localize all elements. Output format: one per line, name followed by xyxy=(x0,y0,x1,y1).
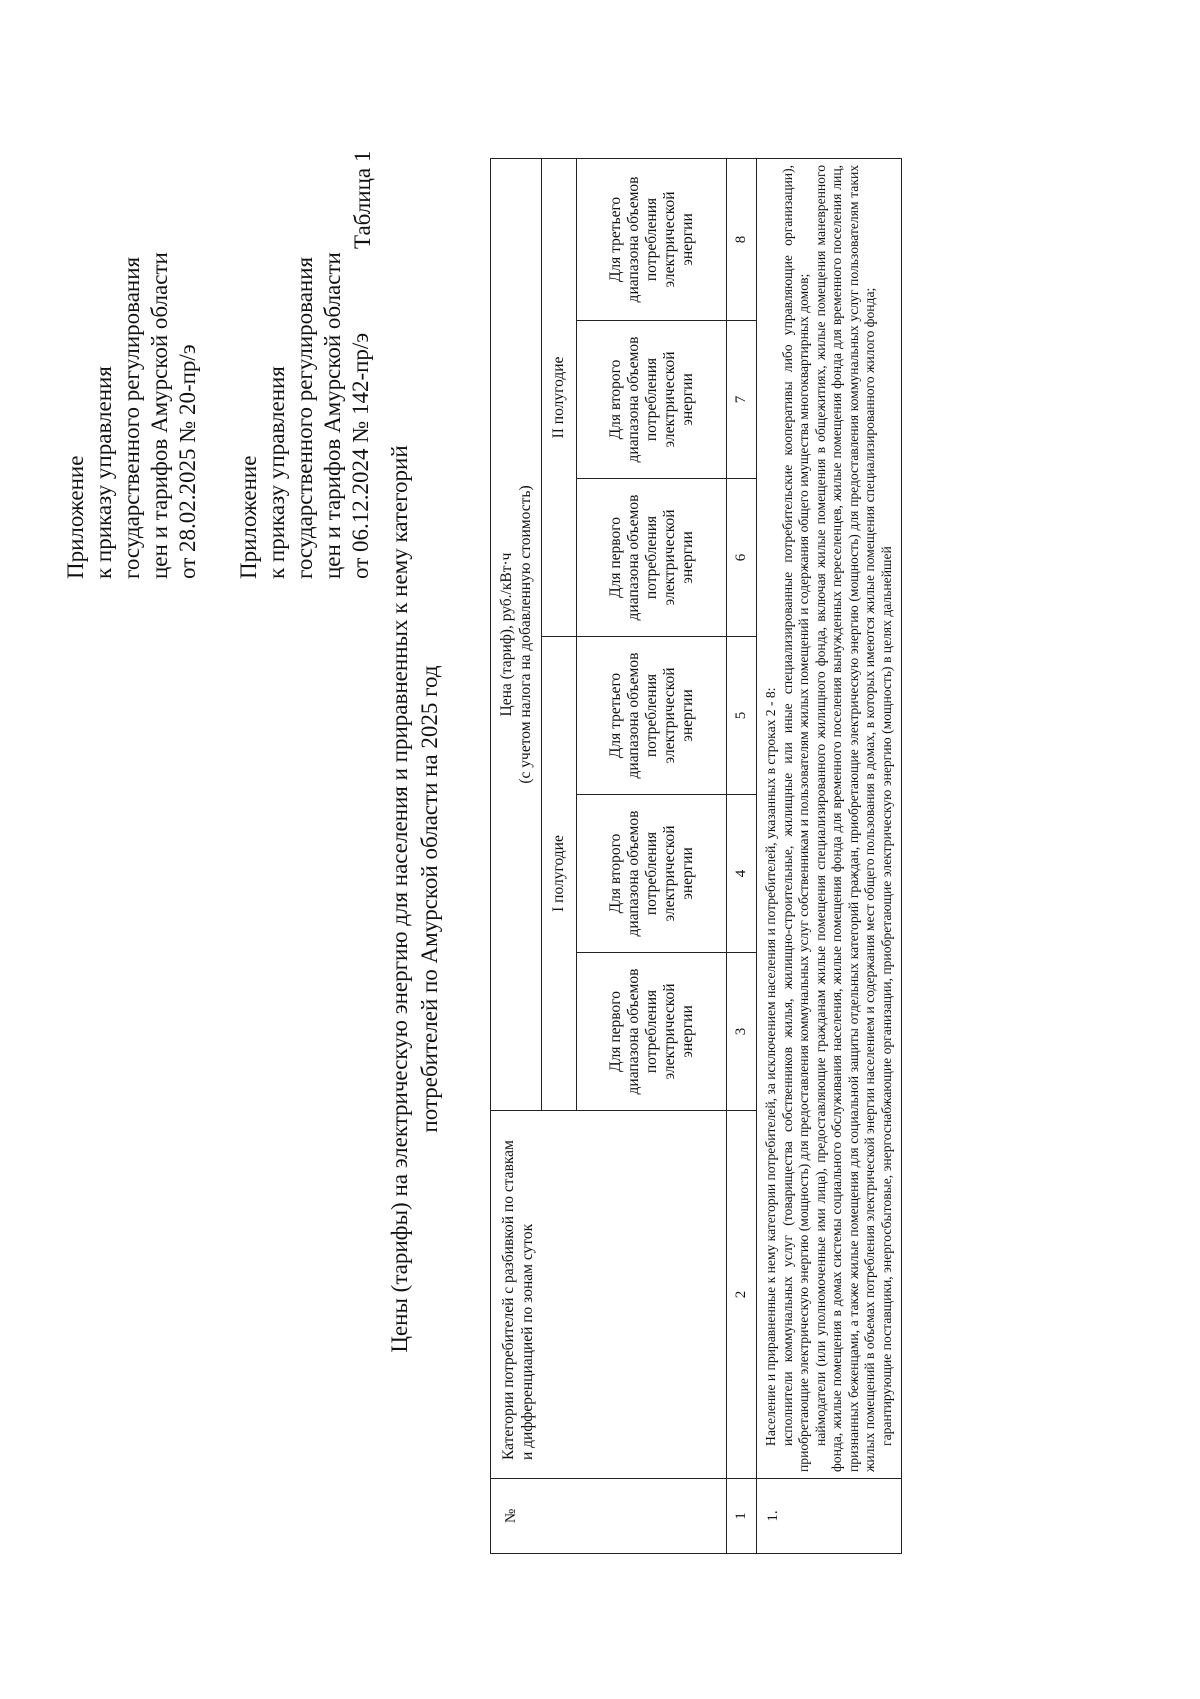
header-category: Категории потребителей с разбивкой по ставкам и дифференциацией по зонам суток xyxy=(491,1111,727,1479)
header-price-line-1: Цена (тариф), руб./кВт·ч xyxy=(498,552,515,717)
column-number: 1 xyxy=(727,1479,757,1554)
column-number: 2 xyxy=(727,1111,757,1479)
column-number: 4 xyxy=(727,795,757,953)
header-sub-column: Для первого диапазона объемов потребления электрической энергии xyxy=(577,953,727,1111)
row-paragraph: исполнители коммунальных услуг (товарищества собственников жилья, жилищно-строительные, жилищные или иные специализированные потребительские кооперативы либо управляющие организации), приобретающие электрическую энергию (мощность) для предоставления коммунальных услуг собственникам и пользователям жилых помещений и содержания общего имущества многоквартирных домов; xyxy=(779,164,811,1472)
header-half-1: I полугодие xyxy=(542,637,577,1111)
approval-line: к приказу управления xyxy=(91,366,116,579)
column-number: 6 xyxy=(727,479,757,637)
row-paragraph: Население и приравненные к нему категории потребителей, за исключением населения и потребителей, указанных в строках 2 - 8: xyxy=(763,687,778,1446)
approval-line: Приложение xyxy=(63,455,88,579)
header-half-2: II полугодие xyxy=(542,158,577,636)
table-number: Таблица 1 xyxy=(350,150,375,249)
approval-line: к приказу управления xyxy=(264,366,289,579)
approval-line: Приложение xyxy=(236,455,261,579)
column-number: 5 xyxy=(727,637,757,795)
approval-line: государственного регулирования xyxy=(119,256,144,579)
header-sub-column: Для второго диапазона объемов потребления электрической энергии xyxy=(577,795,727,953)
row-paragraph: наймодатели (или уполномоченные ими лица), предоставляющие гражданам жилые помещения специализированного жилищного фонда, включая жилые помещения в общежитиях, жилые помещения маневренного фонда, жилые помещения в домах системы социального обслуживания населения, жилые помещения фонда для временного поселения вынужденных переселенцев, жилые помещения фонда для временного поселения лиц, признанных беженцами, а также жилые помещения для социальной защиты отдельных категорий граждан, приобретающие электрическую энергию (мощность) для предоставления коммунальных услуг пользователям таких жилых помещений в объемах потребления электрической энергии населением и содержания мест общего пользования в домах, в которых имеются жилые помещения специализированного жилого фонда; xyxy=(812,164,877,1472)
row-paragraph: гарантирующие поставщики, энергосбытовые, энергоснабжающие организации, приобретающие электрическую энергию (мощность) в целях дальнейшей xyxy=(878,546,894,1446)
header-sub-column: Для первого диапазона объемов потребления электрической энергии xyxy=(577,479,727,637)
column-number: 3 xyxy=(727,953,757,1111)
tariff-table xyxy=(490,158,902,1554)
approval-line: цен и тарифов Амурской области xyxy=(320,252,345,579)
approval-block-current xyxy=(62,119,202,579)
column-number: 8 xyxy=(727,158,757,320)
title-line-1: Цены (тарифы) на электрическую энергию для населения и приравненных к нему категорий xyxy=(387,445,412,1353)
document-title xyxy=(385,299,445,1499)
approval-line: от 06.12.2024 № 142-пр/э xyxy=(348,332,373,579)
header-price-line-2: (с учетом налога на добавленную стоимость) xyxy=(517,485,534,784)
column-numbering-row xyxy=(727,158,757,1553)
header-row-1 xyxy=(491,158,542,1553)
header-price xyxy=(491,158,542,1110)
header-sub-column: Для третьего диапазона объемов потребления электрической энергии xyxy=(577,158,727,320)
table-row xyxy=(757,158,902,1553)
row-description xyxy=(757,158,902,1478)
approval-line: цен и тарифов Амурской области xyxy=(147,252,172,579)
approval-line: государственного регулирования xyxy=(292,256,317,579)
header-no: № xyxy=(491,1479,727,1554)
header-sub-column: Для третьего диапазона объемов потребления электрической энергии xyxy=(577,637,727,795)
approval-line: от 28.02.2025 № 20-пр/э xyxy=(175,344,200,579)
title-line-2: потребителей по Амурской области на 2025 год xyxy=(417,665,442,1133)
row-number: 1. xyxy=(757,1479,902,1554)
header-sub-column: Для второго диапазона объемов потребления электрической энергии xyxy=(577,321,727,479)
column-number: 7 xyxy=(727,321,757,479)
